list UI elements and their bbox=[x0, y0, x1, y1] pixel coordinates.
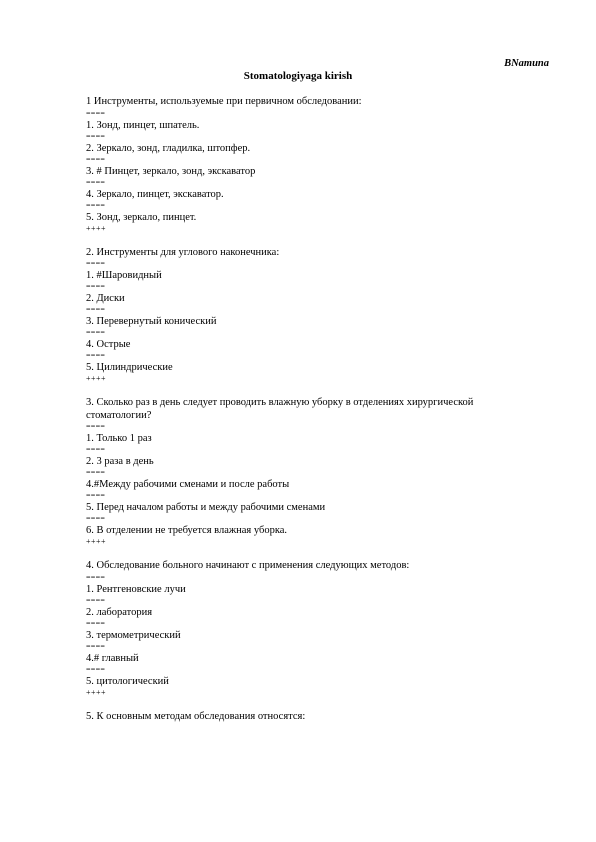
question-end-marker: ++++ bbox=[86, 223, 107, 233]
answer-option: 2. 3 раза в день bbox=[86, 456, 154, 467]
answer-option: 2. Диски bbox=[86, 293, 125, 304]
answer-option: 2. лаборатория bbox=[86, 606, 153, 618]
question-end-marker: ++++ bbox=[86, 687, 107, 697]
answer-separator: ==== bbox=[86, 108, 106, 118]
answer-option: 5. Цилиндрические bbox=[86, 362, 173, 373]
answer-separator: ==== bbox=[86, 328, 106, 337]
answer-option: 2. Зеркало, зонд, гладилка, штопфер. bbox=[86, 142, 251, 154]
answer-option: 5. Зонд, зеркало, пинцет. bbox=[86, 211, 197, 223]
question-end-marker: ++++ bbox=[86, 374, 107, 383]
question-block bbox=[86, 247, 526, 385]
question-block bbox=[86, 560, 526, 698]
question-block bbox=[86, 397, 526, 547]
answer-separator: ==== bbox=[86, 305, 106, 314]
corner-label: BNamuna bbox=[504, 58, 549, 69]
answer-option: 3. Перевернутый конический bbox=[86, 316, 217, 327]
answer-option: 1. #Шаровидный bbox=[86, 270, 162, 281]
answer-option: 6. В отделении не требуется влажная уборка. bbox=[86, 525, 288, 536]
answer-option: 5. Перед началом работы и между рабочими сменами bbox=[86, 502, 326, 513]
question-text: 2. Инструменты для углового наконечника: bbox=[86, 246, 280, 258]
question-block bbox=[86, 96, 526, 234]
answer-separator: ==== bbox=[86, 595, 106, 605]
answer-separator: ==== bbox=[86, 259, 106, 268]
answer-option: 4.# главный bbox=[86, 652, 139, 664]
question-text: 4. Обследование больного начинают с применения следующих методов: bbox=[86, 560, 410, 571]
question-list bbox=[86, 96, 526, 736]
question-block bbox=[86, 711, 526, 724]
answer-separator: ==== bbox=[86, 200, 106, 210]
answer-option: 5. цитологический bbox=[86, 675, 169, 687]
question-end-marker: ++++ bbox=[86, 537, 107, 546]
answer-option: 3. # Пинцет, зеркало, зонд, экскаватор bbox=[86, 165, 256, 177]
answer-separator: ==== bbox=[86, 468, 106, 477]
answer-separator: ==== bbox=[86, 641, 106, 651]
answer-separator: ==== bbox=[86, 154, 106, 164]
answer-separator: ==== bbox=[86, 131, 106, 141]
answer-separator: ==== bbox=[86, 351, 106, 360]
answer-option: 1. Только 1 раз bbox=[86, 433, 152, 444]
answer-option: 4.#Между рабочими сменами и после работы bbox=[86, 479, 290, 490]
answer-option: 1. Рентгеновские лучи bbox=[86, 583, 186, 595]
question-text: 1 Инструменты, используемые при первичном обследовании: bbox=[86, 96, 362, 107]
question-text: 5. К основным методам обследования относятся: bbox=[86, 710, 306, 722]
question-text: 3. Сколько раз в день следует проводить влажную уборку в отделениях хирургической стоматологии? bbox=[86, 397, 474, 421]
answer-separator: ==== bbox=[86, 282, 106, 291]
answer-separator: ==== bbox=[86, 491, 106, 500]
answer-separator: ==== bbox=[86, 664, 106, 674]
answer-separator: ==== bbox=[86, 618, 106, 628]
answer-option: 4. Острые bbox=[86, 339, 131, 350]
answer-option: 3. термометрический bbox=[86, 629, 181, 641]
answer-option: 4. Зеркало, пинцет, экскаватор. bbox=[86, 188, 224, 200]
document-title: Stomatologiyaga kirish bbox=[243, 70, 353, 82]
answer-option: 1. Зонд, пинцет, шпатель. bbox=[86, 119, 200, 131]
answer-separator: ==== bbox=[86, 177, 106, 187]
answer-separator: ==== bbox=[86, 445, 106, 454]
answer-separator: ==== bbox=[86, 422, 106, 431]
answer-separator: ==== bbox=[86, 572, 106, 582]
answer-separator: ==== bbox=[86, 514, 106, 523]
